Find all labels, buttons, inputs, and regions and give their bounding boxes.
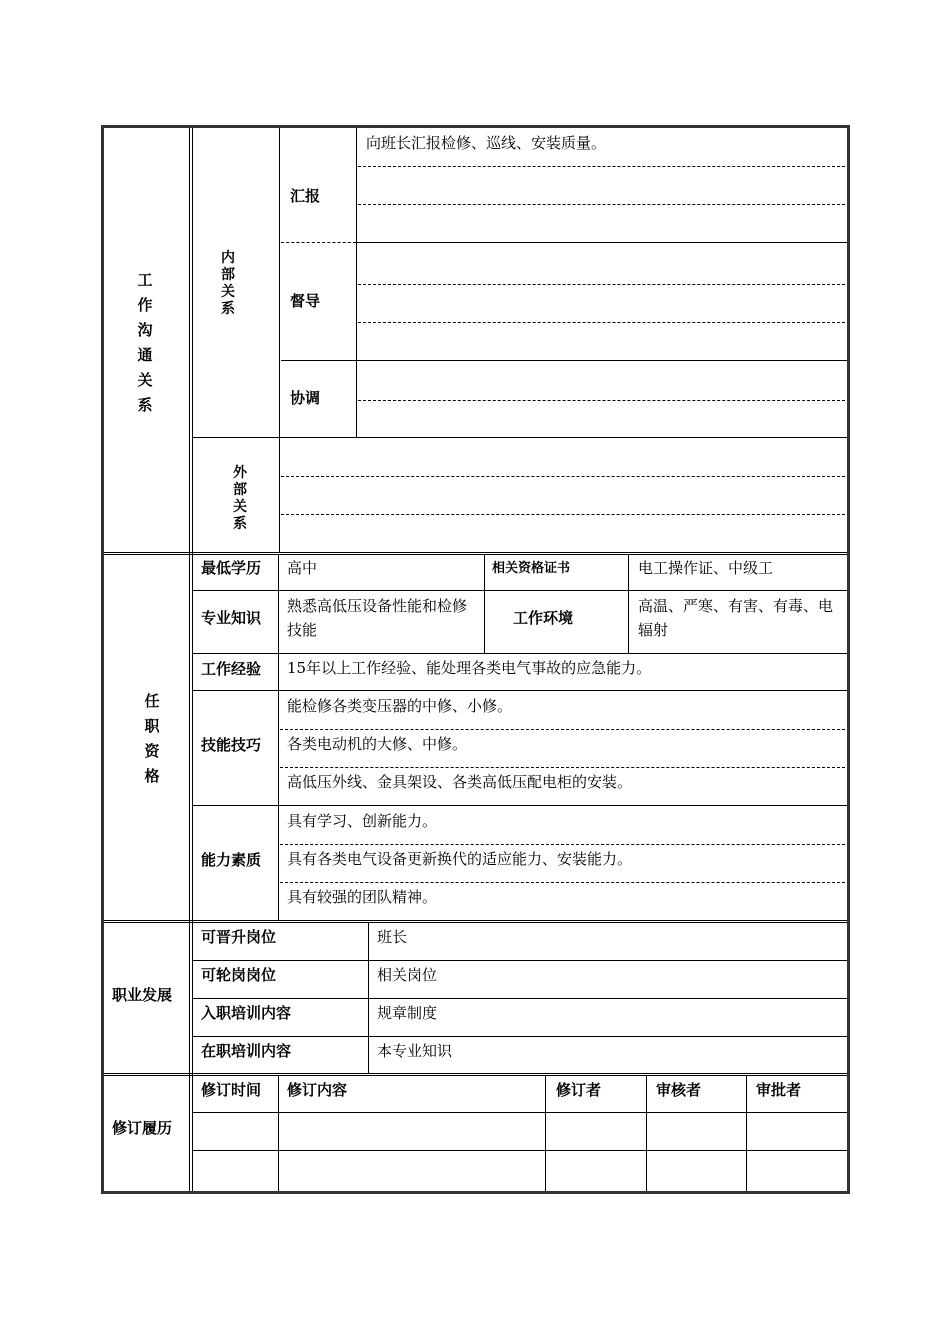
skill-item: 能检修各类变压器的中修、小修。	[287, 697, 513, 715]
divider	[192, 805, 847, 806]
divider	[192, 1150, 847, 1151]
divider	[278, 555, 279, 920]
divider	[192, 960, 847, 961]
section-label-revision: 修订履历	[112, 1119, 173, 1137]
divider	[280, 882, 845, 883]
section-divider	[104, 920, 847, 923]
divider	[280, 767, 845, 768]
divider	[192, 590, 847, 591]
experience-label: 工作经验	[201, 660, 262, 678]
divider	[192, 1112, 847, 1113]
left-column-divider	[189, 128, 193, 1191]
revision-header: 修订内容	[287, 1081, 348, 1099]
divider	[358, 166, 845, 167]
environment-value: 高温、严寒、有害、有毒、电辐射	[638, 597, 834, 639]
career-row-value: 规章制度	[377, 1004, 438, 1022]
skill-item: 各类电动机的大修、中修。	[287, 735, 468, 753]
career-row-value: 相关岗位	[377, 966, 438, 984]
abilities-label: 能力素质	[201, 851, 262, 869]
skill-item: 高低压外线、金具架设、各类高低压配电柜的安装。	[287, 773, 633, 791]
revision-header: 修订时间	[201, 1081, 262, 1099]
section-divider	[104, 1073, 847, 1076]
skills-label: 技能技巧	[201, 736, 262, 754]
divider	[278, 1076, 279, 1191]
ability-item: 具有各类电气设备更新换代的适应能力、安装能力。	[287, 850, 633, 868]
divider	[192, 653, 847, 654]
divider	[281, 476, 845, 477]
report-text: 向班长汇报检修、巡线、安装质量。	[366, 134, 607, 152]
certificate-value: 电工操作证、中级工	[638, 559, 774, 577]
experience-value: 15年以上工作经验、能处理各类电气事故的应急能力。	[287, 659, 652, 677]
revision-header: 审批者	[756, 1081, 802, 1099]
section-label-qualification: 任职资格	[144, 692, 160, 785]
divider	[192, 1036, 847, 1037]
divider	[628, 555, 629, 653]
environment-label: 工作环境	[513, 609, 574, 627]
divider	[356, 128, 357, 437]
divider	[281, 360, 847, 361]
divider	[356, 242, 847, 243]
divider	[279, 128, 280, 552]
career-row-label: 入职培训内容	[201, 1004, 292, 1022]
divider	[646, 1076, 647, 1191]
divider	[358, 204, 845, 205]
min-education-label: 最低学历	[201, 559, 262, 577]
career-row-value: 班长	[377, 928, 408, 946]
internal-relations-label: 内部关系	[221, 250, 235, 317]
divider	[280, 844, 845, 845]
report-label: 汇报	[290, 187, 321, 205]
section-divider	[104, 552, 847, 555]
ability-item: 具有较强的团队精神。	[287, 888, 438, 906]
career-row-label: 可晋升岗位	[201, 928, 277, 946]
divider	[358, 284, 845, 285]
revision-header: 修订者	[556, 1081, 602, 1099]
divider	[280, 729, 845, 730]
career-row-value: 本专业知识	[377, 1042, 453, 1060]
external-relations-label: 外部关系	[233, 465, 247, 532]
divider	[281, 242, 356, 243]
knowledge-value: 熟悉高低压设备性能和检修技能	[287, 597, 468, 639]
divider	[192, 998, 847, 999]
divider	[358, 400, 845, 401]
divider	[192, 690, 847, 691]
min-education-value: 高中	[287, 559, 318, 577]
coordinate-label: 协调	[290, 389, 321, 407]
divider	[484, 555, 485, 653]
revision-header: 审核者	[656, 1081, 702, 1099]
ability-item: 具有学习、创新能力。	[287, 812, 438, 830]
divider	[746, 1076, 747, 1191]
certificate-label: 相关资格证书	[492, 561, 571, 576]
divider	[358, 322, 845, 323]
section-label-career: 职业发展	[112, 986, 173, 1004]
divider	[192, 437, 847, 438]
divider	[281, 514, 845, 515]
supervise-label: 督导	[290, 292, 321, 310]
divider	[545, 1076, 546, 1191]
section-label-communication: 工作沟通关系	[137, 271, 153, 414]
career-row-label: 在职培训内容	[201, 1042, 292, 1060]
knowledge-label: 专业知识	[201, 609, 262, 627]
career-row-label: 可轮岗岗位	[201, 966, 277, 984]
